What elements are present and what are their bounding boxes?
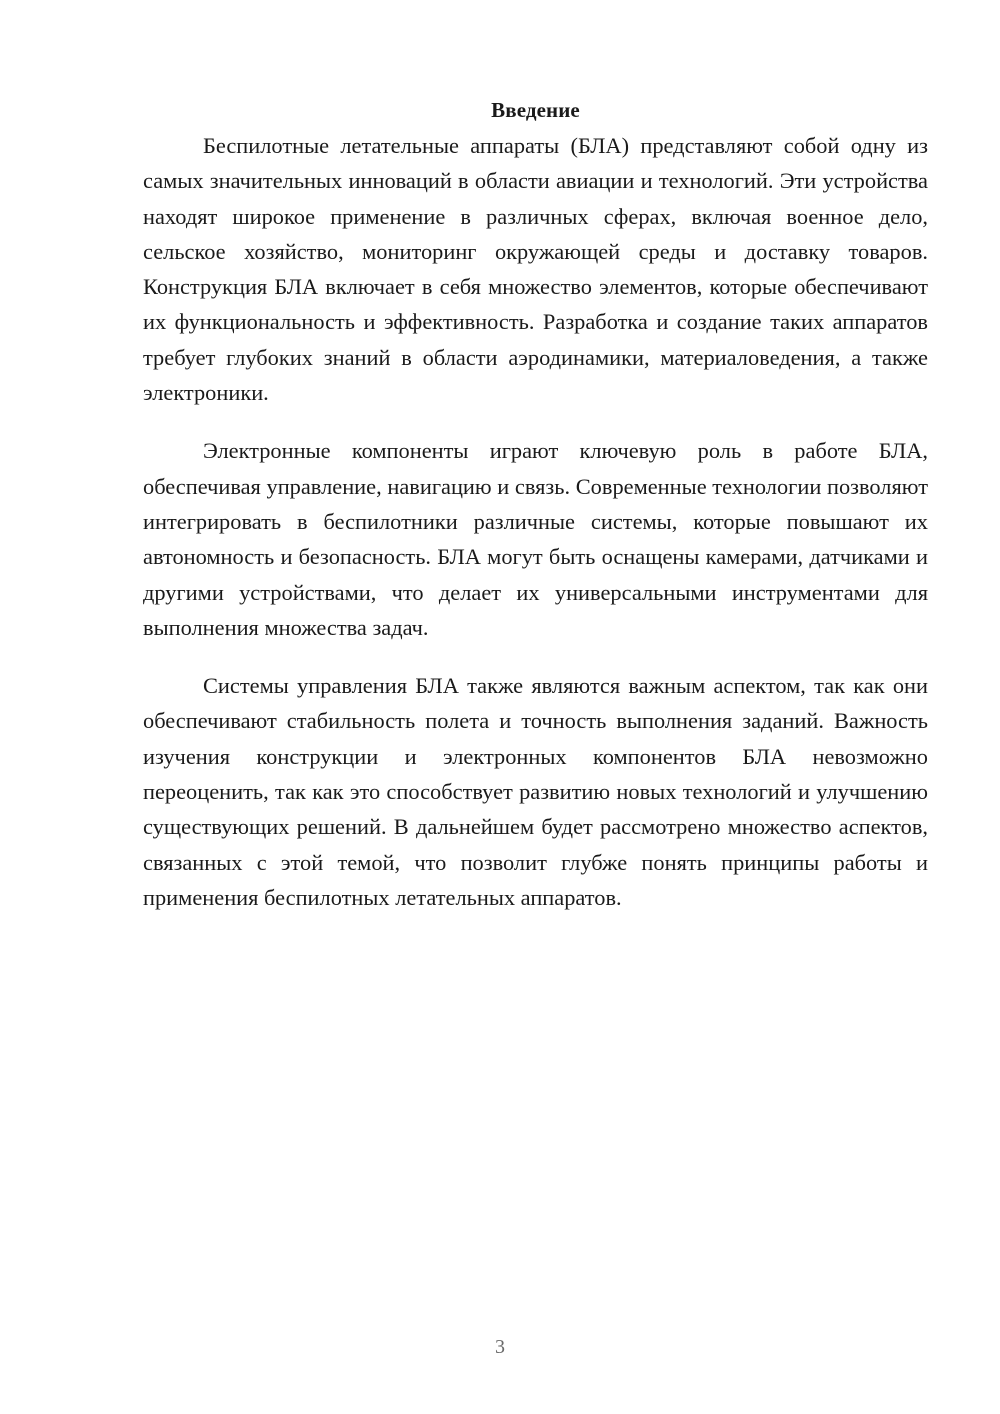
paragraph-3: Системы управления БЛА также являются важным аспектом, так как они обеспечивают стабильность полета и точность выполнения заданий. Важность изучения конструкции и электронных компонентов БЛА невозможно переоценить, так как это способствует развитию новых технологий и улучшению существующих решений. В дальнейшем будет рассмотрено множество аспектов, связанных с этой темой, что позволит глубже понять принципы работы и применения беспилотных летательных аппаратов. bbox=[143, 673, 928, 910]
page-number: 3 bbox=[495, 1336, 505, 1358]
section-heading: Введение bbox=[491, 98, 580, 122]
paragraph-2: Электронные компоненты играют ключевую роль в работе БЛА, обеспечивая управление, навигацию и связь. Современные технологии позволяют интегрировать в беспилотники различные системы, которые повышают их автономность и безопасность. БЛА могут быть оснащены камерами, датчиками и другими устройствами, что делает их универсальными инструментами для выполнения множества задач. bbox=[143, 438, 928, 640]
page-content bbox=[143, 93, 928, 938]
paragraph-1: Беспилотные летательные аппараты (БЛА) представляют собой одну из самых значительных инноваций в области авиации и технологий. Эти устройства находят широкое применение в различных сферах, включая военное дело, сельское хозяйство, мониторинг окружающей среды и доставку товаров. Конструкция БЛА включает в себя множество элементов, которые обеспечивают их функциональность и эффективность. Разработка и создание таких аппаратов требует глубоких знаний в области аэродинамики, материаловедения, а также электроники. bbox=[143, 133, 928, 406]
